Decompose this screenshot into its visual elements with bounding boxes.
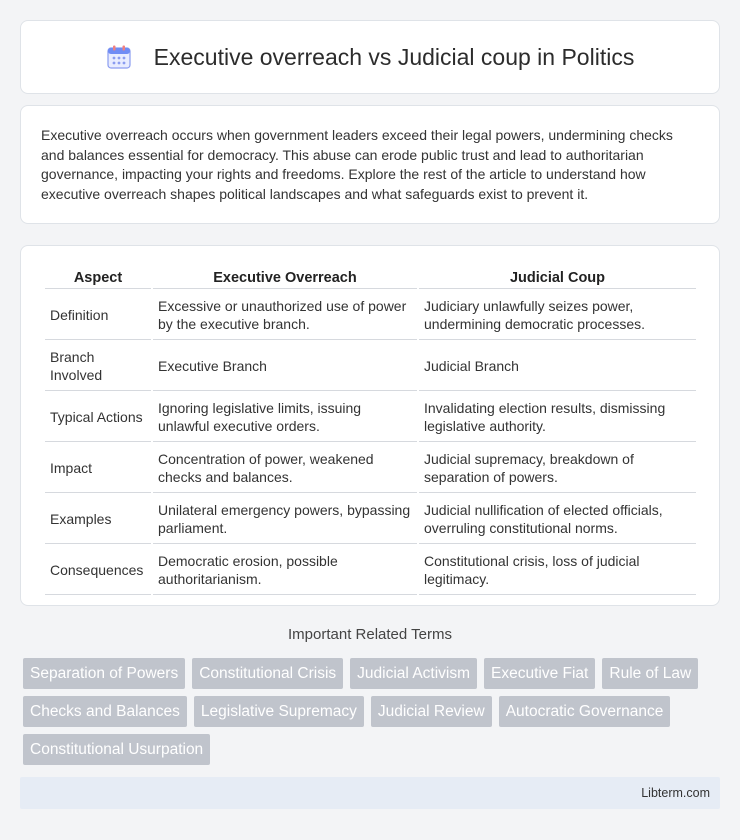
header-judicial-coup: Judicial Coup xyxy=(419,268,696,289)
related-term-tag[interactable]: Separation of Powers xyxy=(23,658,185,689)
table-row xyxy=(45,546,696,595)
footer xyxy=(20,777,720,809)
row-aspect: Impact xyxy=(45,444,151,493)
row-aspect: Consequences xyxy=(45,546,151,595)
row-aspect: Definition xyxy=(45,291,151,340)
row-judicial: Invalidating election results, dismissing legislative authority. xyxy=(419,393,696,442)
related-term-tag[interactable]: Legislative Supremacy xyxy=(194,696,364,727)
related-term-tag[interactable]: Autocratic Governance xyxy=(499,696,671,727)
footer-site-link[interactable]: Libterm.com xyxy=(641,786,710,800)
related-term-tag[interactable]: Judicial Activism xyxy=(350,658,477,689)
header-executive-overreach: Executive Overreach xyxy=(153,268,417,289)
row-executive: Executive Branch xyxy=(153,342,417,391)
row-judicial: Judicial Branch xyxy=(419,342,696,391)
row-judicial: Constitutional crisis, loss of judicial legitimacy. xyxy=(419,546,696,595)
header-card xyxy=(20,20,720,94)
row-aspect: Typical Actions xyxy=(45,393,151,442)
table-row xyxy=(45,291,696,340)
related-term-tag[interactable]: Constitutional Crisis xyxy=(192,658,343,689)
related-terms-title: Important Related Terms xyxy=(288,626,452,643)
table-header-row xyxy=(45,268,696,289)
row-judicial: Judicial supremacy, breakdown of separation of powers. xyxy=(419,444,696,493)
related-term-tag[interactable]: Checks and Balances xyxy=(23,696,187,727)
comparison-table-card xyxy=(20,245,720,606)
row-executive: Unilateral emergency powers, bypassing parliament. xyxy=(153,495,417,544)
row-executive: Ignoring legislative limits, issuing unlawful executive orders. xyxy=(153,393,417,442)
row-aspect: Examples xyxy=(45,495,151,544)
row-executive: Excessive or unauthorized use of power by the executive branch. xyxy=(153,291,417,340)
row-executive: Democratic erosion, possible authoritarianism. xyxy=(153,546,417,595)
table-row xyxy=(45,342,696,391)
header-aspect: Aspect xyxy=(45,268,151,289)
table-row xyxy=(45,393,696,442)
page-title: Executive overreach vs Judicial coup in Politics xyxy=(153,43,635,70)
calendar-icon xyxy=(106,44,132,70)
row-judicial: Judicial nullification of elected officials, overruling constitutional norms. xyxy=(419,495,696,544)
row-aspect: Branch Involved xyxy=(45,342,151,391)
related-term-tag[interactable]: Rule of Law xyxy=(602,658,698,689)
intro-text: Executive overreach occurs when government leaders exceed their legal powers, undermining checks and balances essential for democracy. This abuse can erode public trust and lead to authoritarian governance, impacting your rights and freedoms. Explore the rest of the article to understand how executive overreach shapes political landscapes and what safeguards exist to prevent it. xyxy=(41,127,673,202)
intro-card xyxy=(20,105,720,224)
table-row xyxy=(45,444,696,493)
comparison-table xyxy=(43,266,698,597)
related-term-tag[interactable]: Constitutional Usurpation xyxy=(23,734,210,765)
related-terms-list xyxy=(23,658,723,772)
related-term-tag[interactable]: Judicial Review xyxy=(371,696,492,727)
row-judicial: Judiciary unlawfully seizes power, undermining democratic processes. xyxy=(419,291,696,340)
table-row xyxy=(45,495,696,544)
row-executive: Concentration of power, weakened checks and balances. xyxy=(153,444,417,493)
related-term-tag[interactable]: Executive Fiat xyxy=(484,658,595,689)
